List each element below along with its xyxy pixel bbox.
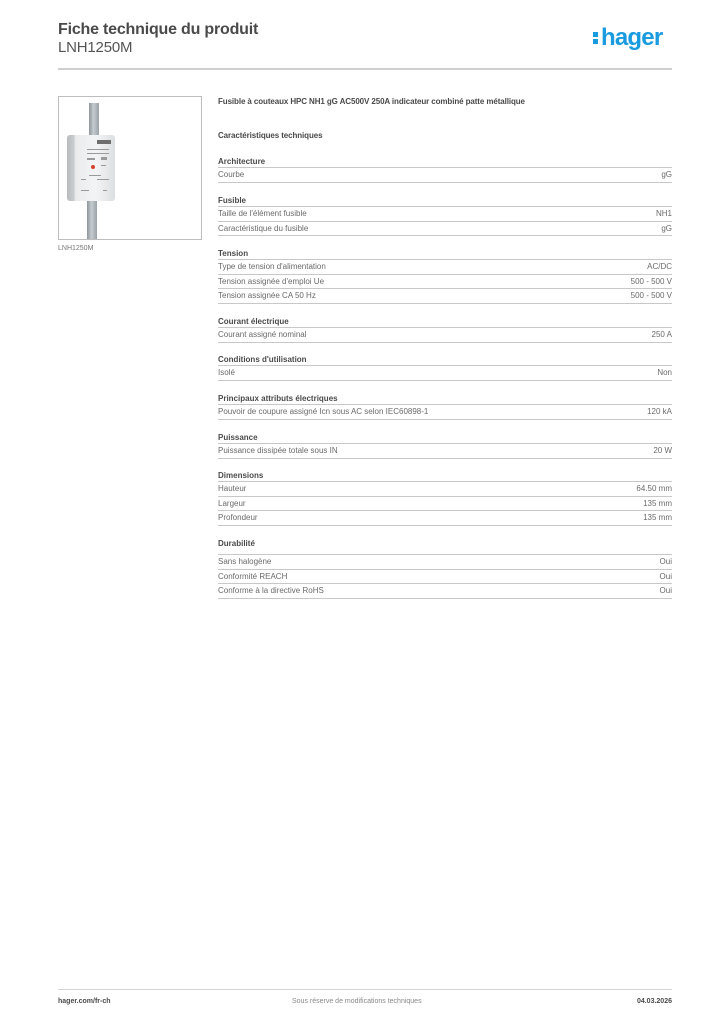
section-title: Dimensions <box>218 470 672 482</box>
spec-row <box>218 482 672 497</box>
spec-row <box>218 328 672 343</box>
section-title: Tension <box>218 248 672 260</box>
section-fusible <box>218 195 672 236</box>
spec-label: Type de tension d'alimentation <box>218 262 326 271</box>
spec-value: gG <box>661 223 672 233</box>
spec-label: Conformité REACH <box>218 571 288 581</box>
product-image <box>58 96 202 240</box>
spec-value: 120 kA <box>647 407 672 416</box>
footer-disclaimer: Sous réserve de modifications techniques <box>292 998 422 1005</box>
section-title: Puissance <box>218 432 672 444</box>
spec-row <box>218 511 672 526</box>
spec-value: Oui <box>659 586 672 595</box>
spec-row <box>218 260 672 275</box>
spec-label: Largeur <box>218 498 246 508</box>
section-title: Fusible <box>218 195 672 207</box>
spec-row <box>218 444 672 459</box>
specs-title: Caractéristiques techniques <box>218 131 323 140</box>
spec-value: gG <box>661 170 672 179</box>
spec-value: Non <box>657 368 672 377</box>
spec-label: Conforme à la directive RoHS <box>218 586 324 595</box>
spec-row <box>218 275 672 290</box>
spec-label: Tension assignée CA 50 Hz <box>218 291 316 300</box>
section-courant <box>218 316 672 343</box>
section-title: Durabilité <box>218 538 672 555</box>
spec-label: Puissance dissipée totale sous IN <box>218 446 338 455</box>
spec-value: Oui <box>659 557 672 566</box>
spec-row <box>218 207 672 222</box>
spec-row <box>218 405 672 420</box>
footer-date: 04.03.2026 <box>636 998 672 1005</box>
footer-website-link[interactable]: hager.com/fr-ch <box>58 998 111 1005</box>
section-tension <box>218 248 672 304</box>
spec-value: 64.50 mm <box>636 484 672 493</box>
spec-value: 135 mm <box>643 498 672 508</box>
section-title: Principaux attributs électriques <box>218 393 672 405</box>
spec-row <box>218 168 672 183</box>
spec-label: Isolé <box>218 368 235 377</box>
fuse-indicator-icon <box>91 165 95 169</box>
spec-label: Caractéristique du fusible <box>218 223 309 233</box>
logo-text: hager <box>601 24 663 51</box>
section-durabilite <box>218 538 672 599</box>
product-image-caption: LNH1250M <box>58 245 94 252</box>
spec-row <box>218 222 672 237</box>
fuse-body <box>67 135 115 201</box>
spec-value: 20 W <box>653 446 672 455</box>
section-puissance <box>218 432 672 459</box>
spec-row <box>218 289 672 304</box>
spec-value: NH1 <box>655 209 672 218</box>
product-reference: LNH1250M <box>58 39 133 56</box>
page-title: Fiche technique du produit <box>58 21 259 38</box>
spec-label: Courbe <box>218 170 245 179</box>
spec-value: AC/DC <box>647 262 672 271</box>
spec-row <box>218 570 672 585</box>
product-description: Fusible à couteaux HPC NH1 gG AC500V 250A indicateur combiné patte métallique <box>218 97 525 106</box>
spec-value: Oui <box>659 571 672 581</box>
spec-label: Courant assigné nominal <box>218 330 307 339</box>
spec-row <box>218 497 672 512</box>
spec-label: Sans halogène <box>218 557 272 566</box>
spec-value: 250 A <box>651 330 672 339</box>
spec-value: 135 mm <box>643 513 672 522</box>
section-dimensions <box>218 470 672 526</box>
section-conditions <box>218 354 672 381</box>
spec-row <box>218 584 672 599</box>
section-title: Architecture <box>218 156 672 168</box>
spec-label: Pouvoir de coupure assigné Icn sous AC selon IEC60898-1 <box>218 407 429 416</box>
spec-label: Tension assignée d'emploi Ue <box>218 276 325 286</box>
spec-value: 500 - 500 V <box>630 291 672 300</box>
section-architecture <box>218 156 672 183</box>
fuse-blade-bottom <box>87 197 97 239</box>
spec-row <box>218 366 672 381</box>
section-title: Courant électrique <box>218 316 672 328</box>
section-title: Conditions d'utilisation <box>218 354 672 366</box>
spec-label: Hauteur <box>218 484 247 493</box>
logo-colon-icon <box>593 26 599 50</box>
spec-label: Taille de l'élément fusible <box>218 209 307 218</box>
hager-logo <box>593 26 662 50</box>
spec-label: Profondeur <box>218 513 258 522</box>
spec-value: 500 - 500 V <box>630 276 672 286</box>
spec-row <box>218 555 672 570</box>
footer-divider <box>58 989 672 990</box>
header-divider <box>58 68 672 70</box>
section-attributs-electriques <box>218 393 672 420</box>
